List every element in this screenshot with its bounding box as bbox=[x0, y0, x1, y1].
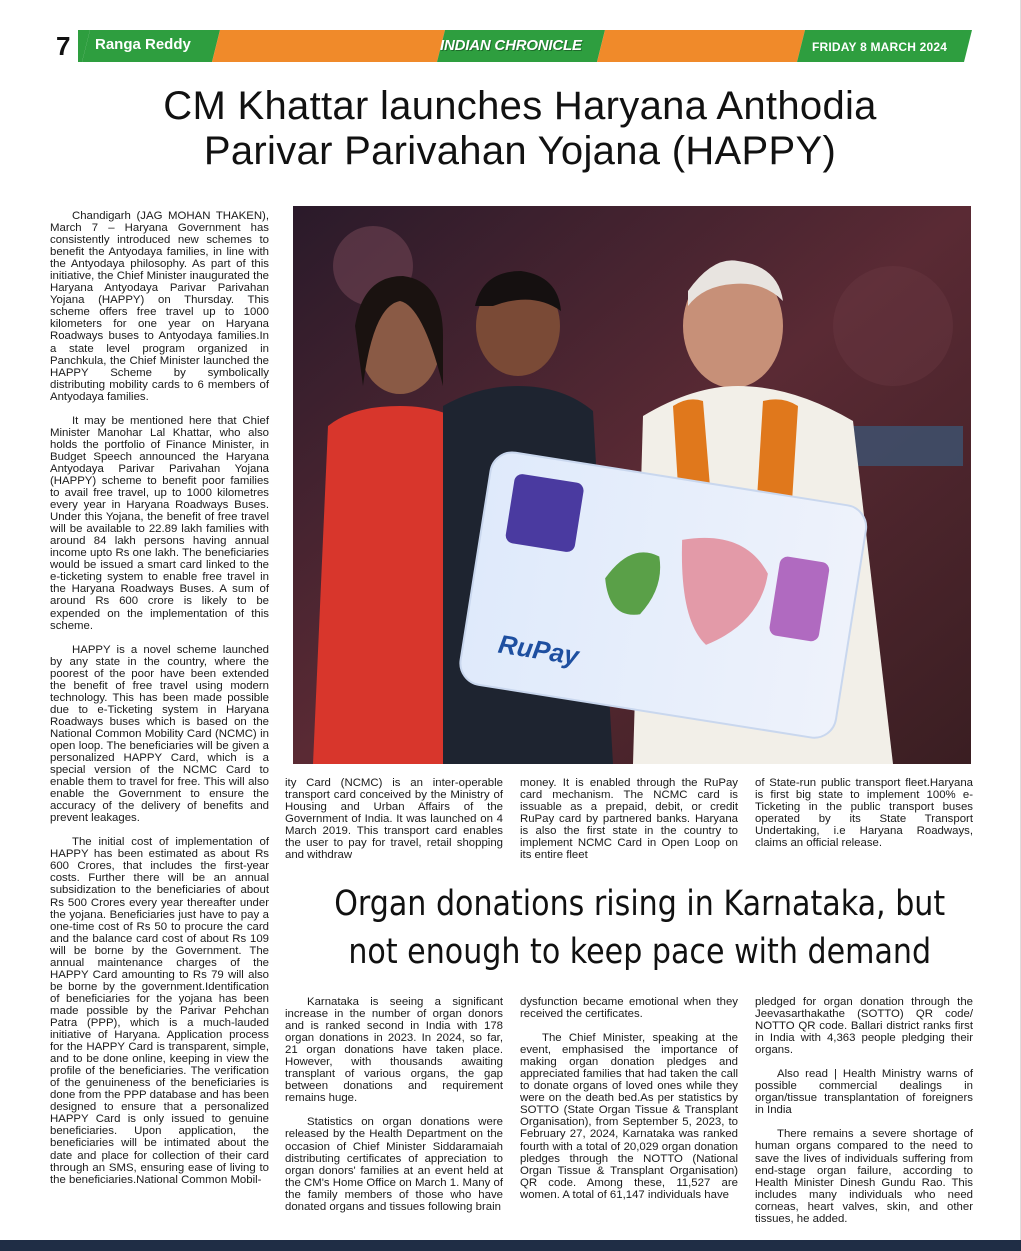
article2-paragraph: dysfunction became emotional when they received the certificates. bbox=[520, 996, 738, 1021]
page-number: 7 bbox=[56, 31, 71, 61]
article2-paragraph: The Chief Minister, speaking at the event, emphasised the importance of making organ donation pledges and appreciated families that had taken the call to donate organs of loved ones while they were on the death bed.As per statistics by SOTTO (State Organ Tissue & Transplant Organisation), from September 5, 2023, to February 27, 2024, Karnataka was ranked fourth with a total of 20,029 organ donation pledges through the NOTTO (National Organ Tissue & Transplant Organisation) QR code. Among these, 11,527 are women. A total of 61,147 individuals have bbox=[520, 1032, 738, 1201]
svg-text:RuPay: RuPay bbox=[496, 628, 581, 671]
article2-column-2 bbox=[520, 996, 738, 1201]
issue-date: FRIDAY 8 MARCH 2024 bbox=[812, 40, 948, 54]
article1-column-1 bbox=[50, 210, 269, 1186]
section-name: Ranga Reddy bbox=[95, 36, 191, 53]
article1-column-3 bbox=[520, 777, 738, 861]
article1-paragraph: Chandigarh (JAG MOHAN THAKEN), March 7 – Haryana Government has consistently introduced new schemes to benefit the Antyodaya families, in line with the Antyodaya philosophy. As part of this initiative, the Chief Minister inaugurated the Haryana Antyodaya Parivar Parivahan Yojana (HAPPY) on Thursday. This scheme offers free travel up to 1000 kilometers for one year on Haryana Roadways buses to Antyodaya families.In a state level program organized in Panchkula, the Chief Minister launched the HAPPY Scheme by symbolically distributing mobility cards to 6 members of Antyodaya families. bbox=[50, 210, 269, 403]
article1-paragraph: money. It is enabled through the RuPay card mechanism. The NCMC card is issuable as a prepaid, debit, or credit RuPay card by partnered banks. Haryana is also the first state in the country to implement NCMC Card in Open Loop on its entire fleet bbox=[520, 777, 738, 862]
article1-paragraph: It may be mentioned here that Chief Minister Manohar Lal Khattar, who also holds the portfolio of Finance Minister, in Budget Speech announced the Haryana Antyodaya Parivar Parivahan Yojana (HAPPY) scheme to benefit poor families to avail free travel, up to 1000 kilometres every year in Haryana Roadways Buses. Under this Yojana, the benefit of free travel will be available to 22.89 lakh families with around 84 lakh persons having annual income upto Rs one lakh. The beneficiaries would be issued a smart card linked to the e-ticketing system to enable free travel in the Haryana Roadways Buses. A sum of around Rs 600 crore is likely to be expended on the implementation of this scheme. bbox=[50, 414, 269, 632]
article2-headline-line2: not enough to keep pace with demand bbox=[348, 932, 932, 972]
article1-column-4 bbox=[755, 777, 973, 849]
article2-headline bbox=[300, 880, 979, 976]
article2-paragraph: Statistics on organ donations were released by the Health Department on the occasion of Chief Minister Siddaramaiah distributing certificates of appreciation to organ donors' families at an event held at the CM's Home Office on March 1. Many of the family members of those who have donated organs and tissues following brain bbox=[285, 1116, 503, 1213]
article1-headline bbox=[60, 84, 980, 174]
article1-paragraph: The initial cost of implementation of HAPPY has been estimated as about Rs 600 Crores, that includes the first-year costs. Further there will be an annual subsidization to the beneficiaries of about Rs 500 Crores every year thereafter under the yojana. Beneficiaries just have to pay a one-time cost of Rs 50 to procure the card and the balance card cost of about Rs 109 will be borne by the Government. The annual maintenance charges of the HAPPY Card amounting to Rs 79 will also be borne by the government.Identification of beneficiaries for the yojana has been made possible by the Parivar Pehchan Patra (PPP), which is a much-lauded initiative of Haryana. Application process for the HAPPY Card is transparent, simple, and to be done online, keeping in view the profile of the beneficiaries. The verification of the genuineness of the beneficiaries is done from the PPP database and has been designed to ensure that a personalized HAPPY Card is only issued to genuine beneficiaries. Upon application, the beneficiaries will be intimated about the date and place for collection of their card through an SMS, ensuring ease of living to the beneficiaries.National Common Mobil- bbox=[50, 836, 269, 1186]
article2-paragraph: Also read | Health Ministry warns of possible commercial dealings in organ/tissue transplantation of foreigners in India bbox=[755, 1068, 973, 1117]
article2-paragraph: pledged for organ donation through the Jeevasarthakathe (SOTTO) QR code/ NOTTO QR code. Ballari district ranks first in India with 4,363 people pledging their organs. bbox=[755, 996, 973, 1057]
bottom-bar bbox=[0, 1240, 1021, 1251]
article1-paragraph: of State-run public transport fleet.Haryana is first big state to implement 100% e-Ticketing in the public transport buses operated by its State Transport Undertaking, i.e Haryana Roadways, claims an official release. bbox=[755, 777, 973, 850]
article2-headline-line1: Organ donations rising in Karnataka, but bbox=[334, 884, 946, 924]
article1-headline-line1: CM Khattar launches Haryana Anthodia bbox=[163, 84, 877, 128]
article2-paragraph: There remains a severe shortage of human organs compared to the need to save the lives of individuals suffering from end-stage organ failure, according to Health Minister Dinesh Gundu Rao. This includes many individuals who need corneas, heart valves, skin, and other tissues, he added. bbox=[755, 1128, 973, 1225]
article1-paragraph: HAPPY is a novel scheme launched by any state in the country, where the poorest of the poor have been extended the benefit of free travel using modern technology. This has been made possible due to e-Ticketing system in Haryana Roadways buses which is based on the National Common Mobility Card (NCMC) in open loop. The beneficiaries will be given a personalized HAPPY Card, which is a special version of the NCMC Card to enable them to travel for free. This will also enable the Government to ensure the accuracy of the delivery of benefits and prevent leakages. bbox=[50, 643, 269, 825]
article2-paragraph: Karnataka is seeing a significant increase in the number of organ donors and is ranked second in India with 178 organ donations in 2023. In 2024, so far, 21 organ donations have taken place. However, with thousands awaiting transplant of various organs, the gap between donations and requirement remains huge. bbox=[285, 996, 503, 1105]
newspaper-name: INDIAN CHRONICLE bbox=[440, 37, 582, 54]
article1-paragraph: ity Card (NCMC) is an inter-operable transport card conceived by the Ministry of Housing and Urban Affairs of the Government of India. It was launched on 4 March 2019. This transport card enables the user to pay for travel, retail shopping and withdraw bbox=[285, 777, 503, 862]
launch-event-photo bbox=[293, 206, 971, 764]
article2-column-1 bbox=[285, 996, 503, 1213]
article1-column-2 bbox=[285, 777, 503, 861]
article1-photo bbox=[293, 206, 971, 764]
article2-column-3 bbox=[755, 996, 973, 1225]
article1-headline-line2: Parivar Parivahan Yojana (HAPPY) bbox=[203, 129, 837, 173]
